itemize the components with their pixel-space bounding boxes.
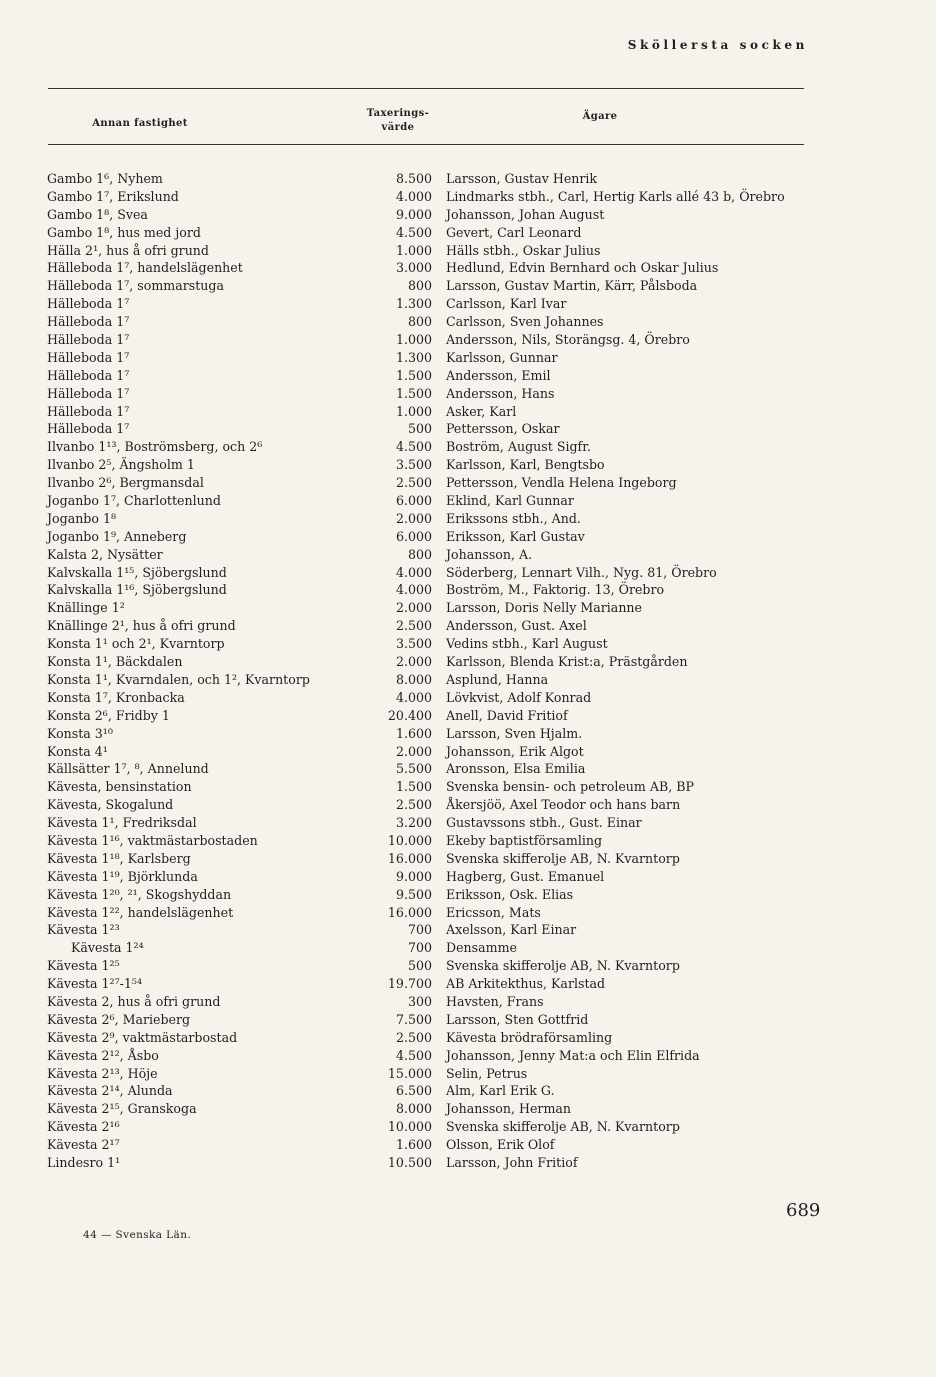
footer-note: 44 — Svenska Län. — [83, 1229, 192, 1241]
tax-value-cell: 2.000 — [395, 510, 432, 526]
column-header-property: Annan fastighet — [92, 118, 188, 129]
property-cell: Konsta 2⁶, Fridby 1 — [47, 707, 170, 723]
table-row — [0, 456, 936, 474]
property-cell: Ilvanbo 1¹³, Boströmsberg, och 2⁶ — [47, 439, 263, 455]
header-rule-top — [48, 88, 804, 89]
property-cell: Joganbo 1⁹, Anneberg — [47, 528, 187, 544]
property-cell: Kävesta 2¹⁶ — [47, 1119, 120, 1135]
owner-cell: Alm, Karl Erik G. — [446, 1083, 555, 1099]
tax-value-cell: 2.000 — [395, 654, 432, 670]
owner-cell: Axelsson, Karl Einar — [446, 922, 577, 938]
owner-cell: Carlsson, Sven Johannes — [446, 314, 604, 330]
table-row — [0, 188, 936, 206]
tax-value-cell: 3.500 — [395, 457, 432, 473]
property-cell: Källsätter 1⁷, ⁸, Annelund — [47, 761, 209, 777]
property-cell: Hälleboda 1⁷ — [47, 296, 130, 312]
property-cell: Hälleboda 1⁷ — [47, 314, 130, 330]
table-row — [0, 957, 936, 975]
table-row — [0, 850, 936, 868]
owner-cell: Karlsson, Gunnar — [446, 349, 558, 365]
table-row — [0, 546, 936, 564]
tax-value-cell: 10.500 — [387, 1154, 432, 1170]
owner-cell: Larsson, Gustav Henrik — [446, 171, 598, 186]
owner-cell: Carlsson, Karl Ivar — [446, 296, 567, 312]
tax-value-cell: 15.000 — [387, 1065, 432, 1081]
owner-cell: Olsson, Erik Olof — [446, 1137, 555, 1153]
property-cell: Ilvanbo 2⁶, Bergmansdal — [47, 475, 204, 491]
owner-cell: Boström, M., Faktorig. 13, Örebro — [446, 582, 665, 598]
owner-cell: Andersson, Emil — [446, 367, 551, 383]
property-cell: Kävesta 2¹⁴, Alunda — [47, 1083, 173, 1099]
table-row — [0, 1118, 936, 1136]
owner-cell: Kävesta brödraförsamling — [446, 1029, 613, 1045]
property-cell: Kävesta 1¹⁸, Karlsberg — [47, 850, 191, 866]
tax-value-cell: 1.000 — [395, 242, 432, 258]
owner-cell: Boström, August Sigfr. — [446, 439, 591, 455]
property-cell: Kävesta 1¹, Fredriksdal — [47, 815, 197, 831]
property-cell: Kävesta 2¹³, Höje — [47, 1065, 158, 1081]
table-row — [0, 921, 936, 939]
tax-value-cell: 7.500 — [395, 1011, 432, 1027]
property-cell: Hälleboda 1⁷ — [47, 367, 130, 383]
table-row — [0, 1047, 936, 1065]
running-head: Sköllersta socken — [627, 38, 808, 52]
property-cell: Hälleboda 1⁷ — [47, 421, 130, 437]
property-cell: Kalvskalla 1¹⁵, Sjöbergslund — [47, 564, 227, 580]
tax-value-cell: 1.300 — [395, 349, 432, 365]
property-cell: Kävesta 2, hus å ofri grund — [47, 993, 221, 1009]
property-cell: Konsta 1⁷, Kronbacka — [47, 689, 185, 705]
table-row — [0, 725, 936, 743]
owner-cell: Johansson, Johan August — [446, 206, 605, 222]
tax-value-cell: 6.500 — [395, 1083, 432, 1099]
tax-value-cell: 1.000 — [395, 403, 432, 419]
tax-value-cell: 10.000 — [387, 1119, 432, 1135]
table-row — [0, 331, 936, 349]
property-cell: Knällinge 1² — [47, 600, 125, 616]
owner-cell: Larsson, John Fritiof — [446, 1154, 578, 1170]
tax-value-cell: 8.500 — [395, 171, 432, 186]
tax-value-cell: 1.500 — [395, 367, 432, 383]
table-row — [0, 1029, 936, 1047]
owner-cell: Larsson, Sten Gottfrid — [446, 1011, 589, 1027]
table-row — [0, 242, 936, 260]
tax-value-cell: 8.000 — [395, 671, 432, 687]
table-row — [0, 743, 936, 761]
property-cell: Hälleboda 1⁷ — [47, 385, 130, 401]
tax-value-cell: 4.500 — [395, 439, 432, 455]
table-row — [0, 886, 936, 904]
tax-value-cell: 9.500 — [395, 886, 432, 902]
owner-cell: Svenska skifferolje AB, N. Kvarntorp — [446, 958, 680, 974]
property-cell: Knällinge 2¹, hus å ofri grund — [47, 618, 236, 634]
owner-cell: Erikssons stbh., And. — [446, 510, 581, 526]
tax-value-cell: 2.000 — [395, 743, 432, 759]
table-row — [0, 635, 936, 653]
owner-cell: Gustavssons stbh., Gust. Einar — [446, 815, 642, 831]
tax-header-line1: Taxerings- — [366, 108, 430, 119]
owner-cell: Söderberg, Lennart Vilh., Nyg. 81, Örebro — [446, 564, 717, 580]
owner-cell: Hagberg, Gust. Emanuel — [446, 868, 605, 884]
tax-value-cell: 8.000 — [395, 1101, 432, 1117]
tax-value-cell: 500 — [407, 421, 432, 437]
property-cell: Kävesta 2¹², Åsbo — [47, 1047, 159, 1063]
tax-header-line2: värde — [381, 122, 415, 133]
owner-cell: Vedins stbh., Karl August — [446, 636, 608, 652]
property-cell: Kalvskalla 1¹⁶, Sjöbergslund — [47, 582, 227, 598]
table-row — [0, 1154, 936, 1172]
property-cell: Hälleboda 1⁷ — [47, 403, 130, 419]
property-cell: Kävesta 2⁶, Marieberg — [47, 1011, 191, 1027]
owner-cell: Karlsson, Karl, Bengtsbo — [446, 457, 605, 473]
table-row — [0, 510, 936, 528]
tax-value-cell: 20.400 — [387, 707, 432, 723]
property-cell: Hälla 2¹, hus å ofri grund — [47, 242, 209, 258]
column-header-tax-value — [356, 107, 440, 135]
owner-cell: Larsson, Doris Nelly Marianne — [446, 600, 642, 616]
property-cell: Gambo 1⁶, Nyhem — [47, 171, 163, 186]
table-row — [0, 438, 936, 456]
owner-cell: Larsson, Gustav Martin, Kärr, Pålsboda — [446, 278, 698, 294]
tax-value-cell: 700 — [407, 922, 432, 938]
tax-value-cell: 700 — [407, 940, 432, 956]
owner-cell: Svenska bensin- och petroleum AB, BP — [446, 779, 694, 795]
table-row — [0, 904, 936, 922]
owner-cell: Eklind, Karl Gunnar — [446, 493, 574, 509]
tax-value-cell: 1.300 — [395, 296, 432, 312]
owner-cell: Andersson, Gust. Axel — [446, 618, 587, 634]
owner-cell: Densamme — [446, 940, 517, 956]
table-row — [0, 653, 936, 671]
property-cell: Hälleboda 1⁷, handelslägenhet — [47, 260, 243, 276]
page-number: 689 — [786, 1200, 821, 1221]
property-cell: Gambo 1⁷, Erikslund — [47, 188, 179, 204]
owner-cell: Anell, David Fritiof — [446, 707, 568, 723]
table-row — [0, 707, 936, 725]
tax-value-cell: 16.000 — [387, 904, 432, 920]
tax-value-cell: 6.000 — [395, 493, 432, 509]
tax-value-cell: 1.600 — [395, 1137, 432, 1153]
tax-value-cell: 4.000 — [395, 582, 432, 598]
table-row — [0, 868, 936, 886]
property-cell: Kävesta 1²⁴ — [71, 940, 144, 956]
property-cell: Joganbo 1⁸ — [47, 510, 117, 526]
property-cell: Kävesta 1²⁷-1⁵⁴ — [47, 976, 142, 992]
table-row — [0, 760, 936, 778]
property-cell: Konsta 1¹ och 2¹, Kvarntorp — [47, 636, 225, 652]
tax-value-cell: 5.500 — [395, 761, 432, 777]
property-cell: Kävesta 1²³ — [47, 922, 120, 938]
property-cell: Gambo 1⁸, Svea — [47, 206, 148, 222]
tax-value-cell: 800 — [407, 314, 432, 330]
tax-value-cell: 800 — [407, 278, 432, 294]
owner-cell: Havsten, Frans — [446, 993, 544, 1009]
property-cell: Kävesta 1¹⁶, vaktmästarbostaden — [47, 832, 258, 848]
owner-cell: Karlsson, Blenda Krist:a, Prästgården — [446, 654, 688, 670]
table-row — [0, 367, 936, 385]
table-row — [0, 1082, 936, 1100]
property-cell: Gambo 1⁸, hus med jord — [47, 224, 201, 240]
table-row — [0, 349, 936, 367]
tax-value-cell: 10.000 — [387, 832, 432, 848]
owner-cell: Ekeby baptistförsamling — [446, 832, 603, 848]
owner-cell: Lövkvist, Adolf Konrad — [446, 689, 592, 705]
tax-value-cell: 4.500 — [395, 1047, 432, 1063]
tax-value-cell: 3.000 — [395, 260, 432, 276]
tax-value-cell: 300 — [407, 993, 432, 1009]
table-row — [0, 170, 936, 188]
tax-value-cell: 4.000 — [395, 188, 432, 204]
table-row — [0, 492, 936, 510]
table-row — [0, 1011, 936, 1029]
tax-value-cell: 1.000 — [395, 332, 432, 348]
property-cell: Konsta 1¹, Kvarndalen, och 1², Kvarntorp — [47, 671, 310, 687]
owner-cell: Johansson, A. — [446, 546, 533, 562]
owner-cell: Ericsson, Mats — [446, 904, 541, 920]
owner-cell: Asplund, Hanna — [446, 671, 549, 687]
table-row — [0, 420, 936, 438]
owner-cell: Aronsson, Elsa Emilia — [446, 761, 586, 777]
column-header-owner: Ägare — [582, 111, 618, 122]
property-cell: Kävesta 1²², handelslägenhet — [47, 904, 234, 920]
tax-value-cell: 9.000 — [395, 868, 432, 884]
property-cell: Kävesta 2¹⁵, Granskoga — [47, 1101, 197, 1117]
tax-value-cell: 9.000 — [395, 206, 432, 222]
property-cell: Joganbo 1⁷, Charlottenlund — [47, 493, 221, 509]
tax-value-cell: 2.500 — [395, 475, 432, 491]
table-row — [0, 581, 936, 599]
tax-value-cell: 16.000 — [387, 850, 432, 866]
property-cell: Lindesro 1¹ — [47, 1154, 121, 1170]
property-cell: Kävesta 2⁹, vaktmästarbostad — [47, 1029, 238, 1045]
property-cell: Kävesta 1²⁰, ²¹, Skogshyddan — [47, 886, 232, 902]
property-cell: Konsta 3¹⁰ — [47, 725, 113, 741]
owner-cell: Johansson, Jenny Mat:a och Elin Elfrida — [446, 1047, 700, 1063]
owner-cell: Eriksson, Karl Gustav — [446, 528, 585, 544]
table-row — [0, 617, 936, 635]
tax-value-cell: 800 — [407, 546, 432, 562]
tax-value-cell: 4.000 — [395, 689, 432, 705]
table-row — [0, 474, 936, 492]
table-row — [0, 385, 936, 403]
property-cell: Konsta 1¹, Bäckdalen — [47, 654, 183, 670]
table-row — [0, 206, 936, 224]
owner-cell: Andersson, Hans — [446, 385, 555, 401]
table-row — [0, 259, 936, 277]
table-row — [0, 993, 936, 1011]
table-row — [0, 1100, 936, 1118]
property-cell: Kävesta 2¹⁷ — [47, 1137, 120, 1153]
owner-cell: Lindmarks stbh., Carl, Hertig Karls allé 43 b, Örebro — [446, 188, 785, 204]
owner-cell: Hedlund, Edvin Bernhard och Oskar Julius — [446, 260, 719, 276]
owner-cell: Åkersjöö, Axel Teodor och hans barn — [446, 797, 681, 813]
table-row — [0, 528, 936, 546]
owner-cell: Johansson, Erik Algot — [446, 743, 584, 759]
owner-cell: Svenska skifferolje AB, N. Kvarntorp — [446, 850, 680, 866]
tax-value-cell: 2.000 — [395, 600, 432, 616]
property-cell: Hälleboda 1⁷ — [47, 349, 130, 365]
table-row — [0, 796, 936, 814]
property-cell: Hälleboda 1⁷, sommarstuga — [47, 278, 224, 294]
table-row — [0, 564, 936, 582]
table-row — [0, 832, 936, 850]
owner-cell: Svenska skifferolje AB, N. Kvarntorp — [446, 1119, 680, 1135]
tax-value-cell: 3.200 — [395, 815, 432, 831]
table-row — [0, 277, 936, 295]
tax-value-cell: 1.500 — [395, 779, 432, 795]
table-row — [0, 671, 936, 689]
owner-cell: Pettersson, Oskar — [446, 421, 560, 437]
owner-cell: Hälls stbh., Oskar Julius — [446, 242, 601, 258]
table-row — [0, 814, 936, 832]
table-row — [0, 403, 936, 421]
table-row — [0, 939, 936, 957]
table-row — [0, 778, 936, 796]
tax-value-cell: 2.500 — [395, 1029, 432, 1045]
property-cell: Konsta 4¹ — [47, 743, 108, 759]
table-row — [0, 224, 936, 242]
owner-cell: Eriksson, Osk. Elias — [446, 886, 574, 902]
property-cell: Ilvanbo 2⁵, Ängsholm 1 — [47, 457, 195, 473]
property-cell: Kävesta, Skogalund — [47, 797, 174, 813]
table-row — [0, 313, 936, 331]
table-row — [0, 1065, 936, 1083]
table-row — [0, 295, 936, 313]
property-cell: Kalsta 2, Nysätter — [47, 546, 163, 562]
tax-value-cell: 1.500 — [395, 385, 432, 401]
table-row — [0, 599, 936, 617]
owner-cell: Selin, Petrus — [446, 1065, 528, 1081]
owner-cell: Larsson, Sven Hjalm. — [446, 725, 583, 741]
table-row — [0, 689, 936, 707]
owner-cell: Gevert, Carl Leonard — [446, 224, 582, 240]
property-cell: Hälleboda 1⁷ — [47, 332, 130, 348]
owner-cell: Asker, Karl — [446, 403, 517, 419]
tax-value-cell: 6.000 — [395, 528, 432, 544]
tax-value-cell: 3.500 — [395, 636, 432, 652]
tax-value-cell: 4.000 — [395, 564, 432, 580]
property-cell: Kävesta 1²⁵ — [47, 958, 120, 974]
tax-value-cell: 500 — [407, 958, 432, 974]
table-row — [0, 975, 936, 993]
tax-value-cell: 4.500 — [395, 224, 432, 240]
tax-value-cell: 1.600 — [395, 725, 432, 741]
tax-value-cell: 2.500 — [395, 797, 432, 813]
owner-cell: Pettersson, Vendla Helena Ingeborg — [446, 475, 677, 491]
property-cell: Kävesta 1¹⁹, Björklunda — [47, 868, 198, 884]
property-table — [0, 170, 936, 1172]
property-cell: Kävesta, bensinstation — [47, 779, 192, 795]
tax-value-cell: 19.700 — [387, 976, 432, 992]
header-rule-bottom — [48, 144, 804, 145]
owner-cell: Johansson, Herman — [446, 1101, 572, 1117]
owner-cell: Andersson, Nils, Storängsg. 4, Örebro — [446, 332, 690, 348]
tax-value-cell: 2.500 — [395, 618, 432, 634]
owner-cell: AB Arkitekthus, Karlstad — [446, 976, 606, 992]
table-row — [0, 1136, 936, 1154]
